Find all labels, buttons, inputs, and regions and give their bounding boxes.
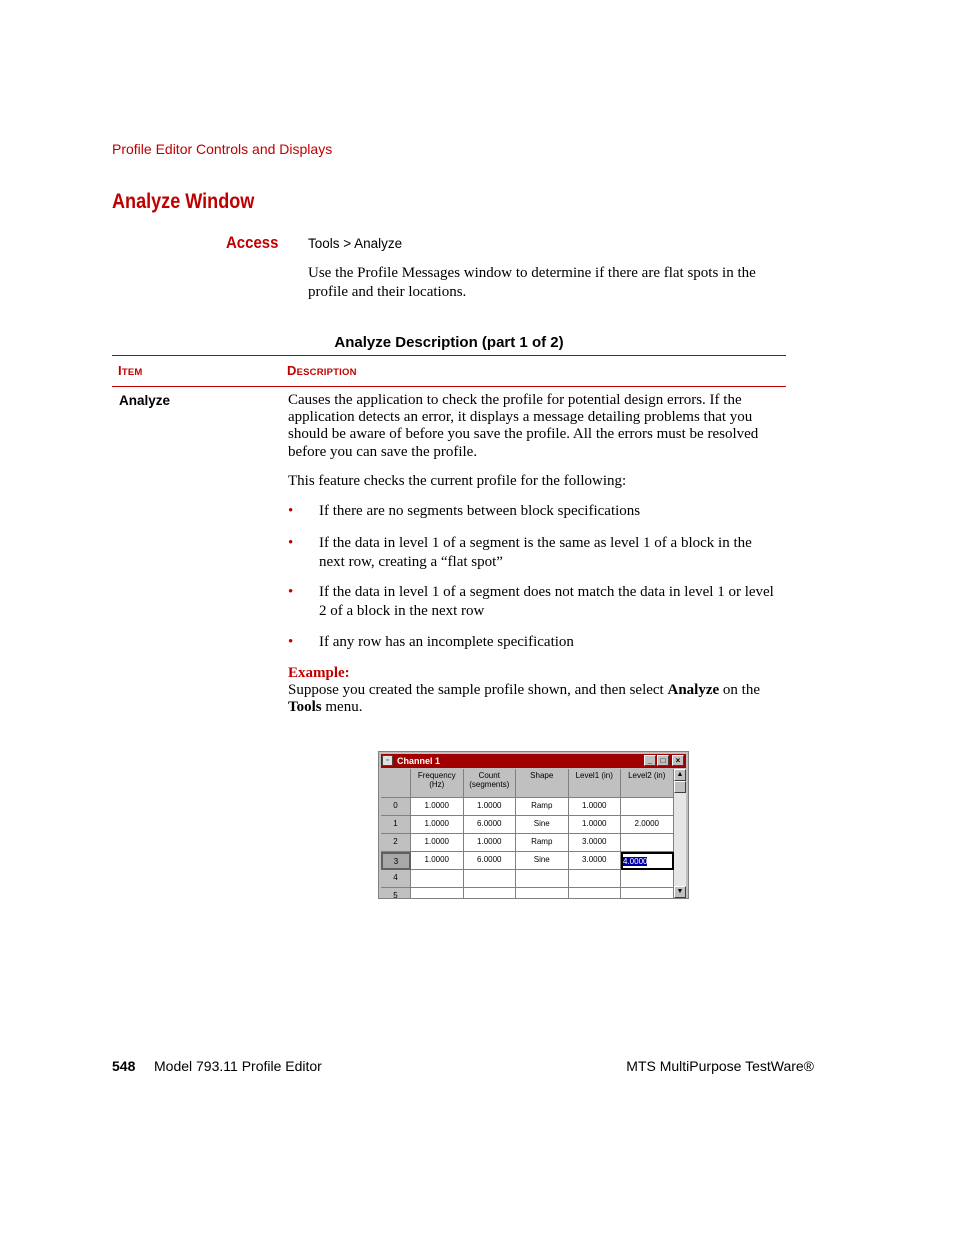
grid-row-header[interactable]: 1 bbox=[381, 816, 411, 834]
close-button[interactable]: × bbox=[672, 755, 684, 766]
bullet-text: If the data in level 1 of a segment is the same as level 1 of a block in the next row, creating a “flat spot” bbox=[319, 535, 752, 570]
description-paragraph: This feature checks the current profile for the following: bbox=[288, 473, 627, 489]
bullet-text: If any row has an incomplete specification bbox=[319, 634, 574, 650]
scroll-down-button[interactable]: ▼ bbox=[674, 886, 686, 898]
column-header-description-rest: ESCRIPTION bbox=[296, 367, 357, 378]
grid-row-header[interactable]: 4 bbox=[381, 870, 411, 888]
grid-cell[interactable] bbox=[621, 870, 674, 888]
grid-column-header-line1: Frequency bbox=[417, 771, 456, 780]
window-title: Channel 1 bbox=[397, 756, 441, 766]
column-header-description bbox=[287, 363, 357, 378]
grid-cell[interactable] bbox=[464, 888, 517, 898]
grid-cell[interactable]: 1.0000 bbox=[411, 852, 464, 870]
column-header-item bbox=[118, 363, 142, 378]
profile-grid[interactable] bbox=[381, 769, 674, 898]
grid-cell[interactable]: 1.0000 bbox=[569, 816, 622, 834]
channel-window bbox=[378, 751, 689, 899]
bullet-text: If there are no segments between block specifications bbox=[319, 503, 641, 519]
grid-column-header[interactable] bbox=[516, 769, 569, 798]
grid-edit-cell[interactable] bbox=[621, 852, 674, 870]
grid-cell[interactable] bbox=[621, 834, 674, 852]
window-title-bar[interactable] bbox=[381, 754, 686, 768]
grid-column-header-line2: (Hz) bbox=[429, 780, 445, 789]
table-rule-top bbox=[112, 355, 786, 356]
grid-column-header[interactable] bbox=[621, 769, 674, 798]
grid-cell[interactable]: Sine bbox=[516, 816, 569, 834]
grid-cell[interactable]: 1.0000 bbox=[411, 834, 464, 852]
grid-column-header[interactable] bbox=[464, 769, 517, 798]
grid-column-header-line1: Count bbox=[478, 771, 500, 780]
bullet-icon: • bbox=[288, 634, 294, 650]
grid-column-header[interactable] bbox=[569, 769, 622, 798]
example-text-part: Suppose you created the sample profile shown, and then select bbox=[288, 682, 668, 698]
scroll-thumb[interactable] bbox=[674, 781, 686, 793]
grid-cell[interactable] bbox=[621, 798, 674, 816]
grid-cell[interactable]: 1.0000 bbox=[411, 798, 464, 816]
example-text-part: on the bbox=[719, 682, 760, 698]
grid-cell[interactable] bbox=[516, 870, 569, 888]
footer-right: MTS MultiPurpose TestWare® bbox=[626, 1058, 814, 1074]
grid-cell[interactable]: Sine bbox=[516, 852, 569, 870]
grid-column-header[interactable] bbox=[411, 769, 464, 798]
grid-cell[interactable] bbox=[569, 870, 622, 888]
example-text-bold: Tools bbox=[288, 699, 322, 716]
grid-cell[interactable]: 3.0000 bbox=[569, 834, 622, 852]
grid-row-header[interactable]: 5 bbox=[381, 888, 411, 898]
example-text-bold: Analyze bbox=[667, 682, 720, 698]
grid-cell[interactable]: 6.0000 bbox=[464, 852, 517, 870]
access-label: Access bbox=[226, 233, 279, 252]
grid-cell[interactable]: 2.0000 bbox=[621, 816, 674, 834]
grid-cell[interactable]: Ramp bbox=[516, 834, 569, 852]
footer-left: Model 793.11 Profile Editor bbox=[154, 1058, 322, 1074]
column-header-item-initial: I bbox=[118, 363, 122, 378]
grid-cell[interactable]: Ramp bbox=[516, 798, 569, 816]
grid-cell[interactable]: 3.0000 bbox=[569, 852, 622, 870]
table-caption: Analyze Description (part 1 of 2) bbox=[334, 334, 564, 351]
grid-cell[interactable]: 1.0000 bbox=[464, 834, 517, 852]
table-rule-header bbox=[112, 386, 786, 387]
grid-column-header-line2: (segments) bbox=[469, 780, 510, 789]
section-title: Analyze Window bbox=[112, 190, 255, 213]
grid-cell[interactable] bbox=[516, 888, 569, 898]
description-paragraph: Causes the application to check the profile for potential design errors. If the application detects an error, it displays a message detailing problems that you should be aware of before you save the profile. All the errors must be resolved before you can save the profile. bbox=[288, 392, 759, 460]
column-header-item-rest: TEM bbox=[121, 367, 143, 378]
running-head: Profile Editor Controls and Displays bbox=[112, 141, 333, 157]
page-number: 548 bbox=[112, 1058, 136, 1074]
example-label: Example: bbox=[288, 665, 350, 681]
grid-cell[interactable]: 6.0000 bbox=[464, 816, 517, 834]
access-path: Tools > Analyze bbox=[308, 236, 403, 251]
table-item-name: Analyze bbox=[119, 393, 171, 408]
grid-cell[interactable] bbox=[569, 888, 622, 898]
bullet-icon: • bbox=[288, 584, 294, 600]
grid-row-header[interactable]: 2 bbox=[381, 834, 411, 852]
grid-row-header[interactable]: 3 bbox=[381, 852, 411, 870]
grid-cell[interactable] bbox=[464, 870, 517, 888]
grid-edit-text[interactable]: 4.0000 bbox=[623, 857, 648, 866]
grid-column-header-line1: Level1 (in) bbox=[575, 771, 613, 780]
intro-paragraph: Use the Profile Messages window to determine if there are flat spots in the profile and their locations. bbox=[308, 265, 756, 300]
grid-cell[interactable] bbox=[411, 888, 464, 898]
grid-row-header[interactable]: 0 bbox=[381, 798, 411, 816]
grid-cell[interactable]: 1.0000 bbox=[411, 816, 464, 834]
maximize-button[interactable]: □ bbox=[657, 755, 669, 766]
grid-column-header-line1: Level2 (in) bbox=[628, 771, 666, 780]
bullet-text: If the data in level 1 of a segment does not match the data in level 1 or level 2 of a block in the next row bbox=[319, 584, 774, 619]
vertical-scrollbar[interactable] bbox=[674, 769, 686, 898]
example-text-part: menu. bbox=[321, 699, 363, 716]
window-system-icon[interactable]: ▫ bbox=[382, 755, 393, 766]
scroll-up-button[interactable]: ▲ bbox=[674, 769, 686, 781]
grid-corner-header[interactable] bbox=[381, 769, 411, 798]
grid-cell[interactable]: 1.0000 bbox=[569, 798, 622, 816]
bullet-icon: • bbox=[288, 503, 294, 519]
grid-column-header-line1: Shape bbox=[530, 771, 554, 780]
minimize-button[interactable]: _ bbox=[644, 755, 656, 766]
grid-cell[interactable] bbox=[621, 888, 674, 898]
example-text bbox=[288, 682, 784, 716]
column-header-description-initial: D bbox=[287, 363, 297, 378]
bullet-icon: • bbox=[288, 535, 294, 551]
grid-cell[interactable]: 1.0000 bbox=[464, 798, 517, 816]
grid-cell[interactable] bbox=[411, 870, 464, 888]
